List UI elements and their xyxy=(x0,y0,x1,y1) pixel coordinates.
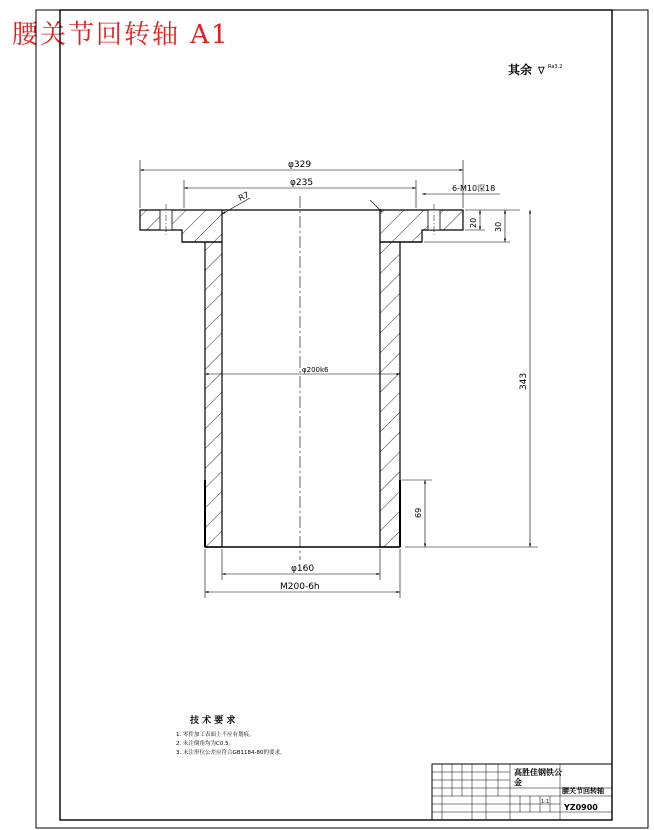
inner-frame xyxy=(60,10,612,820)
left-neck-section xyxy=(182,242,222,547)
roughness-symbol: ∇ xyxy=(538,66,545,77)
title-block xyxy=(432,764,612,820)
part-name: 腰关节回转轴 xyxy=(562,787,604,795)
note-item-3: 3. 未注形位公差应符合GB1184-80的要求。 xyxy=(176,750,286,756)
roughness-label: 其余 xyxy=(508,63,533,77)
bolt-circle-label: φ235 xyxy=(290,178,314,188)
flange-thickness-outer-label: 30 xyxy=(494,221,503,232)
note-item-2: 2. 未注倒角均为C0.5。 xyxy=(176,741,235,747)
notes-title: 技 术 要 求 xyxy=(190,716,236,726)
company-name-line2: 金 xyxy=(514,778,522,787)
drawing-number: YZ0900 xyxy=(564,803,598,812)
bolts-label: 6-M10深18 xyxy=(452,184,496,193)
drawing-title: 腰关节回转轴 A1 xyxy=(12,20,230,50)
flange-diameter-label: φ329 xyxy=(288,160,312,170)
bottom-bore-label: φ160 xyxy=(291,564,315,574)
fillet-label: R7 xyxy=(237,190,251,203)
company-name: 高胜佳钢铁公 xyxy=(514,768,562,777)
right-dimensions xyxy=(402,210,538,547)
overall-height-label: 343 xyxy=(519,372,529,390)
note-item-1: 1. 零件加工表面上不应有划痕。 xyxy=(176,732,255,738)
roughness-note xyxy=(508,62,562,77)
part-section xyxy=(140,196,463,560)
bottom-dimensions xyxy=(205,549,400,598)
thread-label: M200-6h xyxy=(280,582,320,592)
top-dimensions xyxy=(140,160,500,214)
right-flange-section xyxy=(380,210,463,242)
bore-dimension: φ200k6 xyxy=(302,366,329,374)
roughness-value: Ra3.2 xyxy=(548,64,563,70)
left-flange-section xyxy=(140,210,222,242)
thread-length-label: 69 xyxy=(414,507,423,518)
scale-value: 1:1 xyxy=(541,799,550,805)
flange-thickness-inner-label: 20 xyxy=(469,217,478,228)
outer-frame xyxy=(36,10,648,828)
technical-notes xyxy=(176,714,286,756)
